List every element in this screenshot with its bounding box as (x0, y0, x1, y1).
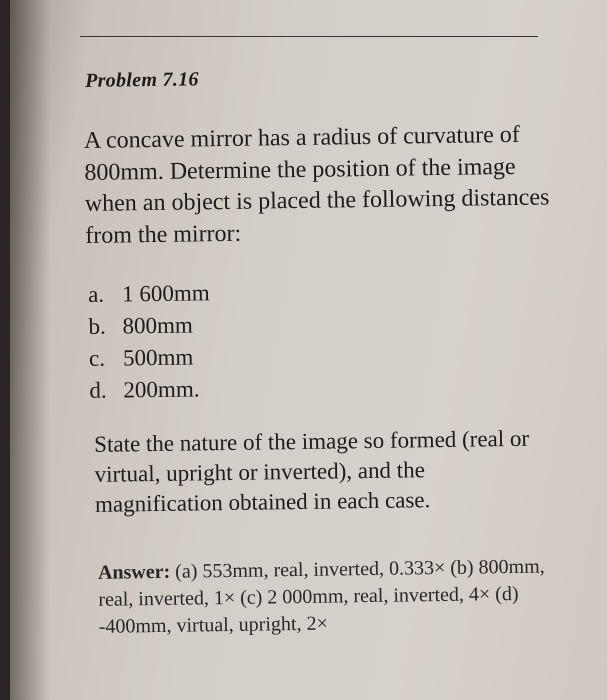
item-letter: b. (88, 313, 106, 339)
problem-statement: A concave mirror has a radius of curvature of 800mm. Determine the position of the image when an object is placed the following distances from the mirror: (83, 121, 550, 249)
item-text: 800mm (122, 312, 194, 339)
nature-question: State the nature of the image so formed (real or virtual, upright or inverted), and the magnification obtained in each case. (94, 425, 530, 517)
item-text: 500mm (122, 344, 194, 371)
problem-title: Problem 7.16 (84, 68, 199, 92)
item-letter: d. (89, 377, 107, 403)
list-item (88, 312, 193, 339)
list-item (89, 376, 199, 404)
book-page (10, 0, 607, 700)
answer-block (98, 553, 559, 640)
list-item (89, 344, 194, 371)
item-text: 1 600mm (121, 280, 210, 307)
answer-label: Answer: (97, 560, 171, 584)
answer-text: (a) 553mm, real, inverted, 0.333× (b) 800mm, real, inverted, 1× (c) 2 000mm, real, inverted, 4× (d) -400mm, virtual, upright, 2× (98, 555, 545, 638)
list-item (88, 280, 210, 308)
item-letter: a. (87, 281, 105, 307)
item-text: 200mm. (123, 376, 200, 403)
item-letter: c. (88, 345, 106, 371)
header-rule (80, 36, 538, 37)
